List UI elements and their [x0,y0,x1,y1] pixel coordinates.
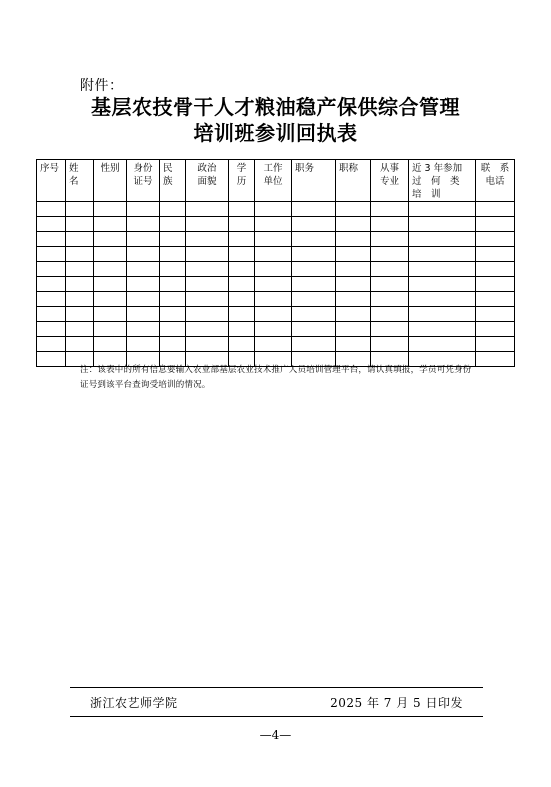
table-cell[interactable] [66,292,94,307]
table-cell[interactable] [127,262,160,277]
table-cell[interactable] [160,262,186,277]
table-cell[interactable] [292,277,336,292]
table-cell[interactable] [127,322,160,337]
table-cell[interactable] [292,217,336,232]
table-cell[interactable] [409,232,476,247]
table-cell[interactable] [476,232,515,247]
header-cell-education: 学 历 [229,160,255,202]
table-cell[interactable] [229,322,255,337]
table-cell[interactable] [292,262,336,277]
header-cell-work-unit: 工作 单位 [255,160,292,202]
table-cell[interactable] [66,337,94,352]
table-cell[interactable] [66,262,94,277]
table-cell[interactable] [127,292,160,307]
table-cell[interactable] [371,277,409,292]
table-cell[interactable] [94,262,127,277]
document-title-line-2: 培训班参训回执表 [193,121,358,145]
table-cell[interactable] [292,232,336,247]
table-cell[interactable] [336,277,371,292]
footer-organization: 浙江农艺师学院 [90,696,178,710]
table-cell[interactable] [255,202,292,217]
table-cell[interactable] [66,322,94,337]
table-cell[interactable] [371,337,409,352]
table-cell[interactable] [476,307,515,322]
table-cell[interactable] [37,337,66,352]
table-cell[interactable] [66,277,94,292]
table-cell[interactable] [66,307,94,322]
table-cell[interactable] [336,337,371,352]
table-header-row [37,160,515,202]
table-cell[interactable] [37,247,66,262]
table-cell[interactable] [127,217,160,232]
table-cell[interactable] [160,217,186,232]
table-cell[interactable] [160,247,186,262]
table-cell[interactable] [255,322,292,337]
header-cell-name: 姓 名 [66,160,94,202]
table-cell[interactable] [336,262,371,277]
header-cell-id-number: 身份 证号 [127,160,160,202]
table-cell[interactable] [336,322,371,337]
table-cell[interactable] [476,292,515,307]
table-cell[interactable] [255,292,292,307]
header-cell-position: 职务 [292,160,336,202]
table-cell[interactable] [409,247,476,262]
table-cell[interactable] [476,247,515,262]
table-cell[interactable] [476,202,515,217]
header-cell-specialty: 从事 专业 [371,160,409,202]
table-cell[interactable] [229,337,255,352]
table-cell[interactable] [229,277,255,292]
table-cell[interactable] [409,262,476,277]
table-cell[interactable] [409,202,476,217]
table-row [37,202,515,217]
table-cell[interactable] [371,322,409,337]
table-cell[interactable] [66,247,94,262]
table-cell[interactable] [409,307,476,322]
table-cell[interactable] [37,352,66,367]
table-cell[interactable] [160,337,186,352]
table-cell[interactable] [476,322,515,337]
table-cell[interactable] [292,292,336,307]
table-cell[interactable] [336,292,371,307]
table-cell[interactable] [160,232,186,247]
table-cell[interactable] [94,292,127,307]
table-body [37,202,515,367]
table-cell[interactable] [127,337,160,352]
table-row [37,337,515,352]
footer-issue-date: 2025 年 7 月 5 日印发 [330,696,463,710]
table-cell[interactable] [371,202,409,217]
header-cell-phone: 联 系 电话 [476,160,515,202]
table-cell[interactable] [371,232,409,247]
table-cell[interactable] [66,217,94,232]
table-cell[interactable] [229,262,255,277]
table-cell[interactable] [37,262,66,277]
table-cell[interactable] [255,232,292,247]
table-cell[interactable] [292,307,336,322]
table-cell[interactable] [94,247,127,262]
table-cell[interactable] [37,277,66,292]
table-cell[interactable] [94,277,127,292]
attachment-label: 附件： [80,78,124,94]
table-cell[interactable] [127,202,160,217]
header-cell-recent-training: 近 3 年参加 过 何 类 培 训 [409,160,476,202]
table-cell[interactable] [371,247,409,262]
table-cell[interactable] [476,337,515,352]
table-cell[interactable] [160,322,186,337]
table-cell[interactable] [255,277,292,292]
table-cell[interactable] [229,232,255,247]
header-cell-index: 序号 [37,160,66,202]
table-cell[interactable] [476,262,515,277]
footer-bottom-rule [70,716,483,717]
table-cell[interactable] [186,262,229,277]
table-cell[interactable] [229,292,255,307]
table-cell[interactable] [371,307,409,322]
table-cell[interactable] [336,217,371,232]
table-cell[interactable] [255,217,292,232]
table-cell[interactable] [37,307,66,322]
table-cell[interactable] [476,277,515,292]
table-cell[interactable] [160,292,186,307]
table-cell[interactable] [371,292,409,307]
table-cell[interactable] [186,232,229,247]
table-cell[interactable] [127,247,160,262]
table-row [37,322,515,337]
table-cell[interactable] [292,202,336,217]
table-note: 注：该表中的所有信息要输入农业部基层农业技术推广人员培训管理平台，请认真填报，学员可凭身份证号到该平台查询受培训的情况。 [80,365,472,390]
table-cell[interactable] [292,337,336,352]
table-cell[interactable] [186,202,229,217]
table-cell[interactable] [336,232,371,247]
table-row [37,232,515,247]
table-cell[interactable] [409,292,476,307]
table-cell[interactable] [292,247,336,262]
table-cell[interactable] [37,322,66,337]
table-cell[interactable] [336,247,371,262]
page-number: —4— [259,728,292,742]
table-cell[interactable] [255,262,292,277]
table-cell[interactable] [160,202,186,217]
header-cell-ethnicity: 民 族 [160,160,186,202]
table-cell[interactable] [229,217,255,232]
table-cell[interactable] [94,217,127,232]
table-row [37,277,515,292]
table-cell[interactable] [186,292,229,307]
table-cell[interactable] [371,262,409,277]
header-cell-title: 职称 [336,160,371,202]
table-cell[interactable] [186,217,229,232]
table-cell[interactable] [94,337,127,352]
document-title-line-1: 基层农技骨干人才粮油稳产保供综合管理 [91,95,460,119]
table-cell[interactable] [371,217,409,232]
table-cell[interactable] [160,277,186,292]
footer-top-rule [70,687,483,688]
table-cell[interactable] [186,337,229,352]
table-cell[interactable] [186,277,229,292]
table-cell[interactable] [127,232,160,247]
table-cell[interactable] [37,217,66,232]
table-cell[interactable] [37,292,66,307]
table-cell[interactable] [186,247,229,262]
header-cell-political-status: 政治 面貌 [186,160,229,202]
table-cell[interactable] [127,277,160,292]
table-cell[interactable] [186,322,229,337]
table-cell[interactable] [229,307,255,322]
table-cell[interactable] [66,232,94,247]
table-cell[interactable] [255,247,292,262]
registration-table [36,159,515,367]
table-cell[interactable] [409,277,476,292]
table-row [37,292,515,307]
table-cell[interactable] [255,307,292,322]
table-cell[interactable] [409,322,476,337]
table-cell[interactable] [160,307,186,322]
table-row [37,307,515,322]
table-row [37,262,515,277]
table-cell[interactable] [476,217,515,232]
table-cell[interactable] [336,307,371,322]
table-row [37,217,515,232]
table-cell[interactable] [37,202,66,217]
table-cell[interactable] [409,217,476,232]
header-cell-gender: 性别 [94,160,127,202]
table-cell[interactable] [336,202,371,217]
table-cell[interactable] [292,322,336,337]
table-cell[interactable] [37,232,66,247]
table-cell[interactable] [94,322,127,337]
table-row [37,247,515,262]
table-cell[interactable] [94,202,127,217]
table-cell[interactable] [476,352,515,367]
table-cell[interactable] [127,307,160,322]
table-cell[interactable] [229,202,255,217]
table-cell[interactable] [255,337,292,352]
table-cell[interactable] [94,232,127,247]
table-cell[interactable] [186,307,229,322]
table-cell[interactable] [66,202,94,217]
table-cell[interactable] [229,247,255,262]
table-cell[interactable] [409,337,476,352]
table-cell[interactable] [94,307,127,322]
